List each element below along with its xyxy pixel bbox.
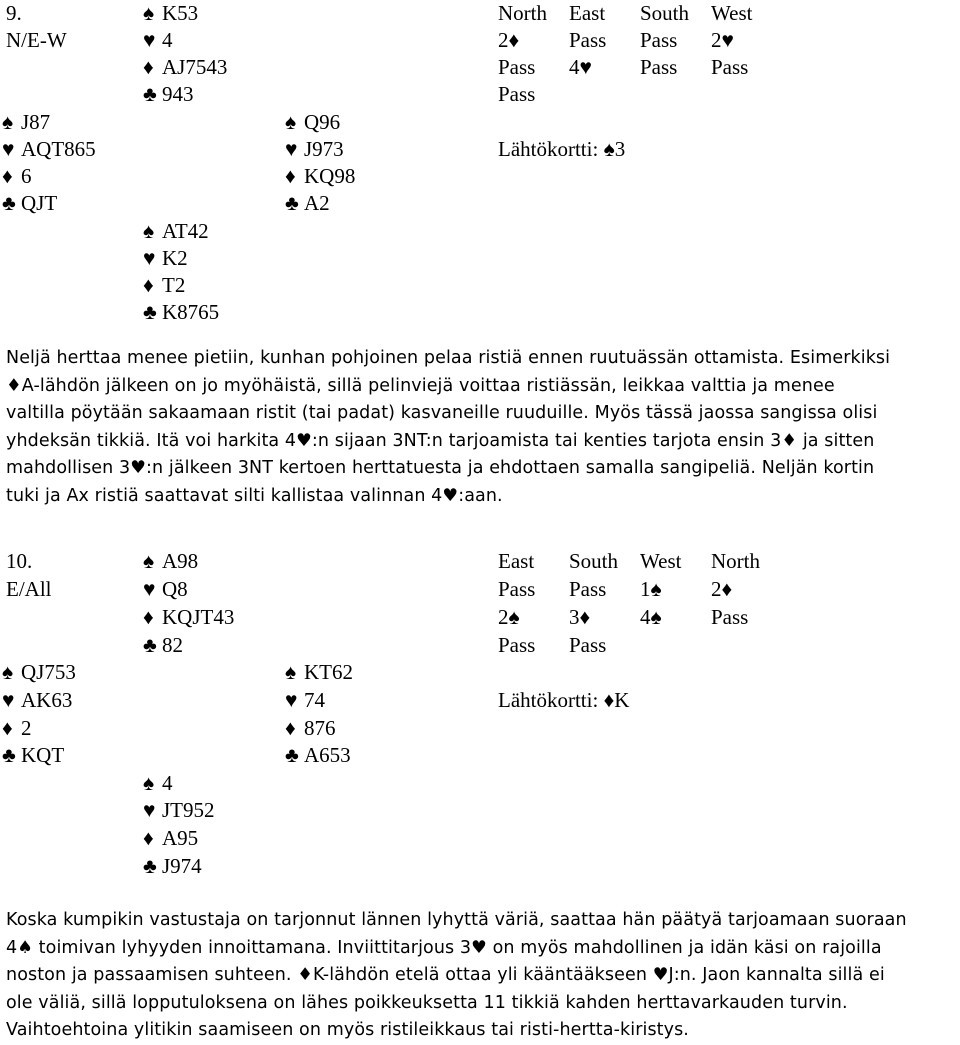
diamond-icon: ♦ <box>143 55 154 79</box>
auction-header: East <box>569 1 606 25</box>
diamond-icon: ♦ <box>285 164 296 188</box>
deal-number: 10. <box>6 549 33 573</box>
opening-lead-card: ♠3 <box>603 137 626 161</box>
heart-holding: ♥ AK63 <box>2 687 72 715</box>
auction-call: Pass <box>640 55 678 79</box>
text-line: Koska kumpikin vastustaja on tarjonnut lännen lyhyttä väriä, saattaa hän päätyä tarjoamaan suoraan <box>6 910 907 930</box>
auction-call: 2♦ <box>498 28 520 52</box>
heart-icon: ♥ <box>2 137 15 161</box>
heart-holding: ♥ K2 <box>143 245 188 273</box>
auction-call: Pass <box>498 55 536 79</box>
auction-header: East <box>498 549 535 573</box>
club-holding: ♣ K8765 <box>143 299 219 327</box>
spade-holding: ♠ K53 <box>143 0 198 28</box>
diamond-holding: ♦ 876 <box>285 715 336 743</box>
dealer-vulnerability: E/All <box>6 577 52 601</box>
spade-holding: ♠ J87 <box>2 109 50 137</box>
spade-icon: ♠ <box>143 549 155 573</box>
text-line: mahdollisen 3♥:n jälkeen 3NT kertoen herttatuesta ja ehdottaen samalla sangipeliä. Neljän kortin <box>6 458 875 478</box>
opening-lead-label: Lähtökortti: <box>498 688 599 712</box>
auction-call: Pass <box>498 82 536 106</box>
diamond-holding: ♦ 6 <box>2 163 32 191</box>
text-line: tuki ja Ax ristiä saattavat silti kallistaa valinnan 4♥:aan. <box>6 485 503 506</box>
auction-header: North <box>711 549 760 573</box>
auction-call: Pass <box>498 633 536 657</box>
auction-call: Pass <box>498 577 536 601</box>
auction-call: 4♥ <box>569 55 592 79</box>
heart-icon: ♥ <box>143 28 156 52</box>
club-holding: ♣ A2 <box>285 190 330 218</box>
heart-icon: ♥ <box>143 798 156 822</box>
auction-call: Pass <box>640 28 678 52</box>
club-icon: ♣ <box>2 743 16 767</box>
auction-call: Pass <box>711 55 749 79</box>
auction-header: South <box>569 549 619 573</box>
diamond-icon: ♦ <box>143 273 154 297</box>
spade-holding: ♠ KT62 <box>285 659 353 687</box>
opening-lead <box>498 136 625 164</box>
text-line: ole väliä, sillä lopputuloksena on lähes poikkeuksetta 11 tikkiä kahden herttavarkauden turvin. <box>6 992 848 1013</box>
spade-holding: ♠ A98 <box>143 548 198 576</box>
heart-icon: ♥ <box>285 688 298 712</box>
auction-call: 2♠ <box>498 605 520 629</box>
spade-holding: ♠ AT42 <box>143 218 209 246</box>
club-icon: ♣ <box>143 854 157 878</box>
opening-lead-card: ♦K <box>603 688 630 712</box>
commentary <box>6 345 956 510</box>
heart-icon: ♥ <box>2 688 15 712</box>
diamond-holding: ♦ A95 <box>143 825 198 853</box>
club-icon: ♣ <box>285 191 299 215</box>
diamond-icon: ♦ <box>143 826 154 850</box>
spade-icon: ♠ <box>285 110 297 134</box>
heart-icon: ♥ <box>143 577 156 601</box>
spade-icon: ♠ <box>285 660 297 684</box>
auction-header: West <box>711 1 753 25</box>
opening-lead-label: Lähtökortti: <box>498 137 599 161</box>
diamond-holding: ♦ AJ7543 <box>143 54 227 82</box>
diamond-icon: ♦ <box>143 605 154 629</box>
deal-number: 9. <box>6 1 22 25</box>
spade-icon: ♠ <box>143 219 155 243</box>
spade-icon: ♠ <box>143 771 155 795</box>
diamond-holding: ♦ KQ98 <box>285 163 355 191</box>
text-line: 4♠ toimivan lyhyyden innoittamana. Inviittitarjous 3♥ on myös mahdollinen ja idän käsi on rajoilla <box>6 937 882 958</box>
club-holding: ♣ 943 <box>143 81 194 109</box>
text-line: ♦A-lähdön jälkeen on jo myöhäistä, sillä pelinviejä voittaa ristiässän, leikkaa valttia ja menee <box>6 375 835 396</box>
auction-call: 3♦ <box>569 605 591 629</box>
auction-header: South <box>640 1 690 25</box>
club-icon: ♣ <box>143 82 157 106</box>
spade-icon: ♠ <box>143 1 155 25</box>
auction-call: Pass <box>711 605 749 629</box>
text-line: Vaihtoehtoina ylitikin saamiseen on myös ristileikkaus tai risti-hertta-kiristys. <box>6 1020 689 1040</box>
spade-icon: ♠ <box>2 660 14 684</box>
spade-icon: ♠ <box>2 110 14 134</box>
heart-holding: ♥ J973 <box>285 136 344 164</box>
diamond-holding: ♦ 2 <box>2 715 32 743</box>
heart-holding: ♥ JT952 <box>143 797 215 825</box>
spade-holding: ♠ 4 <box>143 770 173 798</box>
heart-holding: ♥ AQT865 <box>2 136 96 164</box>
spade-holding: ♠ Q96 <box>285 109 340 137</box>
text-line: Neljä herttaa menee pietiin, kunhan pohjoinen pelaa ristiä ennen ruutuässän ottamista. Esimerkiksi <box>6 348 891 368</box>
club-icon: ♣ <box>143 300 157 324</box>
club-holding: ♣ KQT <box>2 742 64 770</box>
text-line: yhdeksän tikkiä. Itä voi harkita 4♥:n sijaan 3NT:n tarjoamista tai kenties tarjota ensin 3♦ ja sitten <box>6 430 875 451</box>
heart-holding: ♥ Q8 <box>143 576 188 604</box>
auction-call: 1♠ <box>640 577 662 601</box>
heart-holding: ♥ 4 <box>143 27 173 55</box>
text-line: valtilla pöytään sakaamaan ristit (tai padat) kasvaneille ruuduille. Myös tässä jaossa sangissa olisi <box>6 403 878 423</box>
diamond-icon: ♦ <box>2 716 13 740</box>
diamond-holding: ♦ KQJT43 <box>143 604 234 632</box>
spade-holding: ♠ QJ753 <box>2 659 76 687</box>
club-holding: ♣ 82 <box>143 632 183 660</box>
diamond-icon: ♦ <box>2 164 13 188</box>
auction-header: West <box>640 549 682 573</box>
heart-icon: ♥ <box>143 246 156 270</box>
commentary <box>6 907 956 1045</box>
auction-call: Pass <box>569 633 607 657</box>
heart-icon: ♥ <box>285 137 298 161</box>
text-line: noston ja passaamisen suhteen. ♦K-lähdön etelä ottaa yli kääntääkseen ♥J:n. Jaon kannalta sillä ei <box>6 965 885 985</box>
auction-call: Pass <box>569 28 607 52</box>
club-holding: ♣ J974 <box>143 853 202 881</box>
auction-call: Pass <box>569 577 607 601</box>
diamond-holding: ♦ T2 <box>143 272 185 300</box>
club-icon: ♣ <box>143 633 157 657</box>
auction-header: North <box>498 1 547 25</box>
club-icon: ♣ <box>2 191 16 215</box>
auction-call: 2♥ <box>711 28 734 52</box>
heart-holding: ♥ 74 <box>285 687 325 715</box>
opening-lead <box>498 687 629 715</box>
club-holding: ♣ QJT <box>2 190 57 218</box>
club-holding: ♣ A653 <box>285 742 351 770</box>
dealer-vulnerability: N/E-W <box>6 28 67 52</box>
auction-call: 2♦ <box>711 577 733 601</box>
diamond-icon: ♦ <box>285 716 296 740</box>
club-icon: ♣ <box>285 743 299 767</box>
auction-call: 4♠ <box>640 605 662 629</box>
